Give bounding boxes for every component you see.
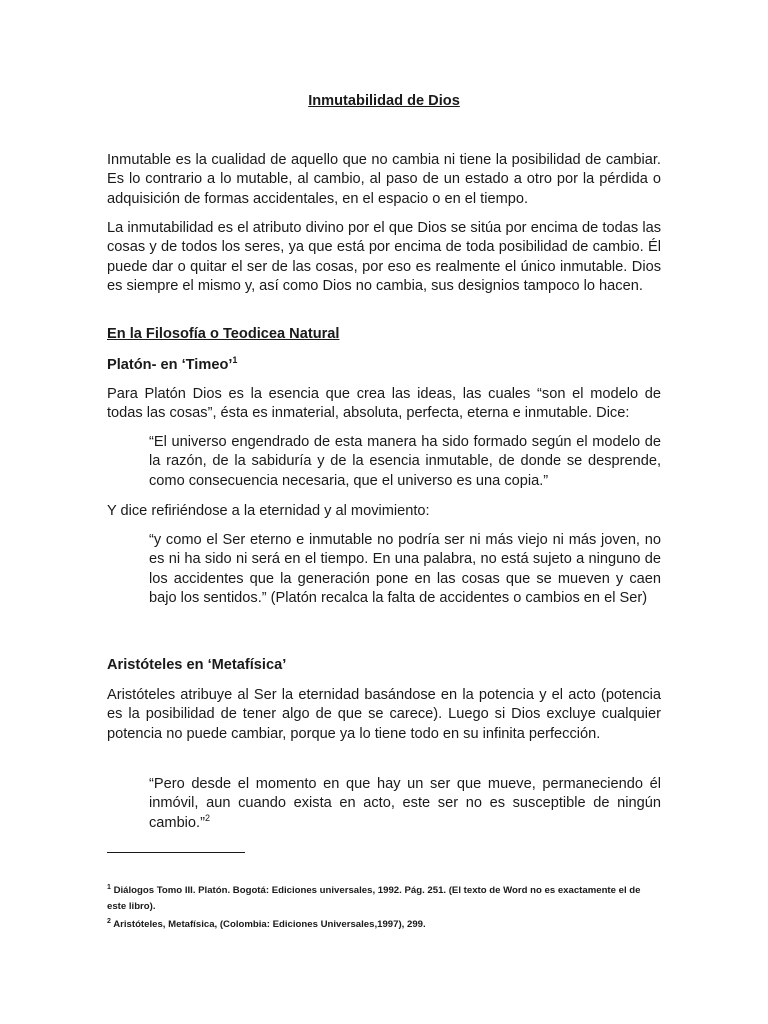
aristotle-quote-1 [149, 775, 661, 833]
intro-paragraph-2: La inmutabilidad es el atributo divino por el que Dios se sitúa por encima de todas las cosas y de todos los seres, ya que está por encima de toda posibilidad de cambio. Él puede dar o quitar el ser de las cosas, por eso es realmente el único inmutable. Dios es siempre el mismo y, así como Dios no cambia, sus designios tampoco lo hacen. [107, 220, 661, 295]
aristotle-quote-1-text: “Pero desde el momento en que hay un ser que mueve, permaneciendo él inmóvil, aun cuando exista en acto, este ser no es susceptible de ningún cambio.” [149, 776, 661, 831]
section-heading-philosophy: En la Filosofía o Teodicea Natural [107, 326, 340, 342]
plato-quote-2: “y como el Ser eterno e inmutable no podría ser ni más viejo ni más joven, no es ni ha sido ni será en el tiempo. En una palabra, no está sujeto a ninguno de los accidentes que la generación pone en las cosas que se mueven y caen bajo los sentidos.” (Platón recalca la falta de accidentes o cambios en el Ser) [149, 532, 661, 607]
footnote-2-text: Aristóteles, Metafísica, (Colombia: Ediciones Universales,1997), 299. [113, 919, 426, 930]
page-title: Inmutabilidad de Dios [308, 93, 460, 109]
subheading-aristotle: Aristóteles en ‘Metafísica’ [107, 657, 287, 673]
footnote-ref-2: 2 [204, 812, 210, 823]
footnote-1-number: 1 [107, 883, 111, 891]
intro-paragraph-1: Inmutable es la cualidad de aquello que no cambia ni tiene la posibilidad de cambiar. Es lo contrario a lo mutable, al cambio, al paso de un estado a otro por la pérdida o adquisición de formas accidentales, en el espacio o en el tiempo. [107, 152, 661, 207]
footnote-1 [107, 883, 661, 915]
plato-paragraph-1: Para Platón Dios es la esencia que crea las ideas, las cuales “son el modelo de todas las cosas”, ésta es inmaterial, absoluta, perfecta, eterna e inmutable. Dice: [107, 386, 661, 422]
footnote-2 [107, 917, 661, 933]
aristotle-paragraph-1: Aristóteles atribuye al Ser la eternidad basándose en la potencia y el acto (potencia es la posibilidad de tener algo de que se carece). Luego si Dios excluye cualquier potencia no puede cambiar, porque ya lo tiene todo en su infinita perfección. [107, 687, 661, 742]
footnote-2-number: 2 [107, 917, 111, 925]
subheading-plato [107, 356, 237, 375]
footnote-1-text: Diálogos Tomo III. Platón. Bogotá: Ediciones universales, 1992. Pág. 251. (El texto de Word no es exactamente el de este libro). [107, 885, 641, 912]
footnote-separator [107, 852, 245, 853]
footnote-ref-1: 1 [232, 355, 238, 366]
subheading-plato-text: Platón- en ‘Timeo’ [107, 357, 233, 373]
plato-quote-1: “El universo engendrado de esta manera ha sido formado según el modelo de la razón, de la sabiduría y de la esencia inmutable, de donde se desprende, como consecuencia necesaria, que el universo es una copia.” [149, 434, 661, 489]
plato-paragraph-2: Y dice refiriéndose a la eternidad y al movimiento: [107, 503, 430, 519]
